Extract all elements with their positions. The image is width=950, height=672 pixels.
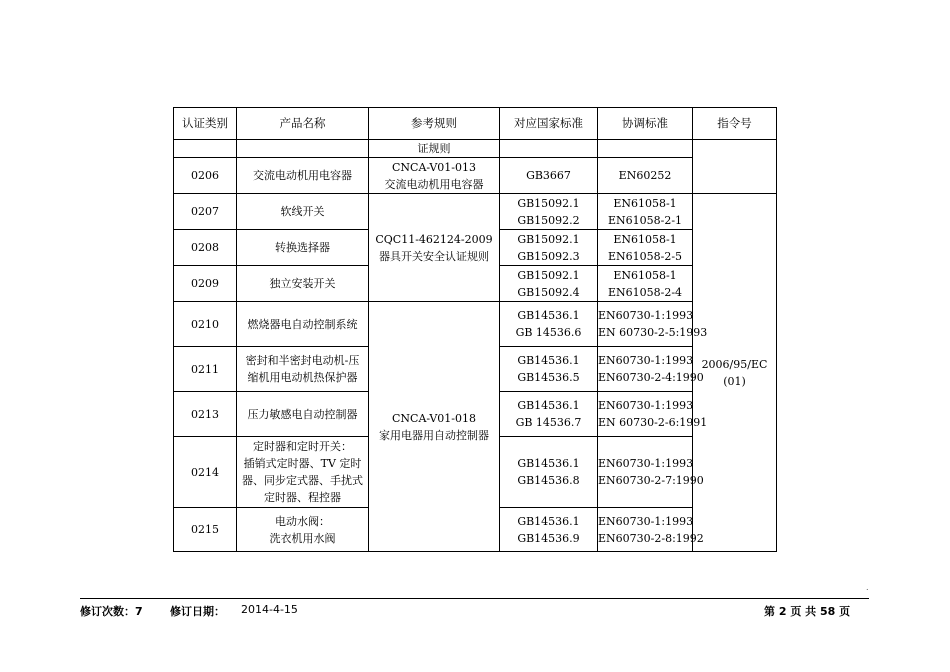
national-standard: GB14536.1 GB 14536.7 [500,392,598,437]
national-standard: GB15092.1 GB15092.4 [500,266,598,302]
header-national-standard: 对应国家标准 [500,108,598,140]
category-code: 0209 [174,266,237,302]
page-number: 第 2 页 共 58 页 [764,605,851,618]
category-code: 0211 [174,347,237,392]
header-category: 认证类别 [174,108,237,140]
harmonized-standard: EN61058-1 EN61058-2-4 [598,266,693,302]
national-standard: GB15092.1 GB15092.3 [500,230,598,266]
product-name: 独立安装开关 [237,266,369,302]
national-standard: GB14536.1 GB 14536.6 [500,302,598,347]
category-code: 0210 [174,302,237,347]
product-name: 电动水阀： 洗衣机用水阀 [237,508,369,552]
header-directive: 指令号 [693,108,777,140]
national-standard: GB15092.1 GB15092.2 [500,194,598,230]
revision-count: 修订次数：7 [80,605,143,618]
revision-date-label: 修订日期： [170,605,225,618]
category-code: 0206 [174,158,237,194]
table-row [174,194,777,230]
reference-rule: CNCA-V01-018 家用电器用自动控制器 [369,302,500,552]
category-code: 0207 [174,194,237,230]
product-name: 交流电动机用电容器 [237,158,369,194]
national-standard: GB3667 [500,158,598,194]
table-row [174,158,777,194]
national-standard: GB14536.1 GB14536.8 [500,437,598,508]
harmonized-standard: EN60730-1:1993 EN60730-2-7:1990 [598,437,693,508]
directive-number: 2006/95/EC (01) [693,194,777,552]
harmonized-standard: EN60252 [598,158,693,194]
revision-date: 2014-4-15 [241,603,298,616]
standards-table [173,107,777,552]
footer-divider [80,598,869,599]
table-row [174,302,777,347]
header-reference-rule: 参考规则 [369,108,500,140]
reference-rule: CNCA-V01-013 交流电动机用电容器 [369,158,500,194]
rule-continuation: 证规则 [369,140,500,158]
harmonized-standard: EN60730-1:1993 EN60730-2-4:1990 [598,347,693,392]
harmonized-standard: EN60730-1:1993 EN 60730-2-6:1991 [598,392,693,437]
category-code: 0208 [174,230,237,266]
national-standard: GB14536.1 GB14536.9 [500,508,598,552]
harmonized-standard: EN61058-1 EN61058-2-1 [598,194,693,230]
category-code: 0215 [174,508,237,552]
product-name: 燃烧器电自动控制系统 [237,302,369,347]
product-name: 定时器和定时开关： 插销式定时器、TV 定时 器、同步定式器、手扰式 定时器、程控器 [237,437,369,508]
product-name: 压力敏感电自动控制器 [237,392,369,437]
product-name: 转换选择器 [237,230,369,266]
category-code: 0214 [174,437,237,508]
page-mark: . [866,583,869,592]
harmonized-standard: EN61058-1 EN61058-2-5 [598,230,693,266]
header-harmonized-standard: 协调标准 [598,108,693,140]
national-standard: GB14536.1 GB14536.5 [500,347,598,392]
table-row [174,140,777,158]
product-name: 密封和半密封电动机-压 缩机用电动机热保护器 [237,347,369,392]
header-row [174,108,777,140]
harmonized-standard: EN60730-1:1993 EN 60730-2-5:1993 [598,302,693,347]
header-product-name: 产品名称 [237,108,369,140]
reference-rule: CQC11-462124-2009 器具开关安全认证规则 [369,194,500,302]
harmonized-standard: EN60730-1:1993 EN60730-2-8:1992 [598,508,693,552]
product-name: 软线开关 [237,194,369,230]
category-code: 0213 [174,392,237,437]
